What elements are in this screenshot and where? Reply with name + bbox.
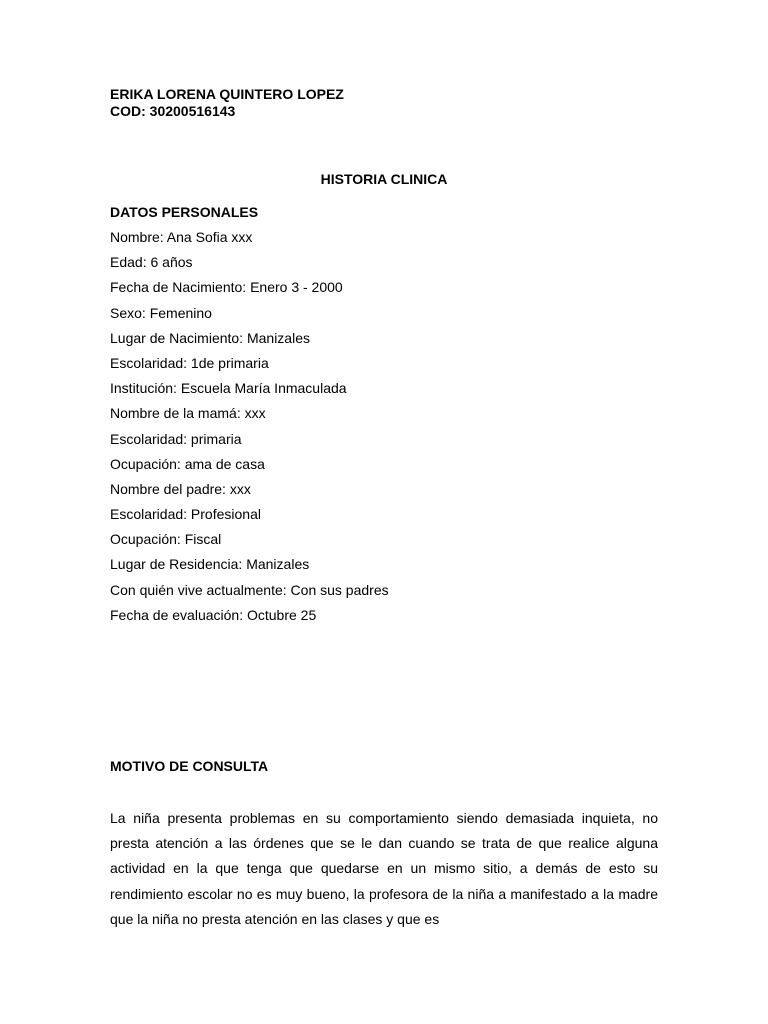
field-father-schooling: Escolaridad: Profesional [110,506,261,523]
field-name: Nombre: Ana Sofia xxx [110,229,253,245]
field-mother-schooling: Escolaridad: primaria [110,430,242,447]
consultation-paragraph: La niña presenta problemas en su comportamiento siendo demasiada inquieta, no presta atención a las órdenes que se le dan cuando se trata de que realice alguna actividad en la que tenga que quedarse en un mismo sitio, a demás de esto su rendimiento escolar no es muy bueno, la profesora de la niña a manifestado a la madre que la niña no presta atención en las clases y que es [110,810,658,927]
section-title-personal-data: DATOS PERSONALES [110,204,259,220]
field-father-name: Nombre del padre: xxx [110,480,251,497]
field-mother-occupation: Ocupación: ama de casa [110,455,265,472]
field-schooling: Escolaridad: 1de primaria [110,354,269,371]
document-title: HISTORIA CLINICA [320,171,448,187]
author-name: ERIKA LORENA QUINTERO LOPEZ [110,86,344,102]
field-father-occupation: Ocupación: Fiscal [110,531,222,548]
personal-data-list [110,228,389,631]
section-title-consultation: MOTIVO DE CONSULTA [110,758,269,774]
field-sex: Sexo: Femenino [110,304,212,321]
field-birth-date: Fecha de Nacimiento: Enero 3 - 2000 [110,279,343,296]
field-birth-place: Lugar de Nacimiento: Manizales [110,329,310,346]
field-residence: Lugar de Residencia: Manizales [110,556,310,573]
field-evaluation-date: Fecha de evaluación: Octubre 25 [110,606,317,623]
field-institution: Institución: Escuela María Inmaculada [110,380,347,397]
field-mother-name: Nombre de la mamá: xxx [110,405,266,422]
student-code: COD: 30200516143 [110,103,236,119]
field-lives-with: Con quién vive actualmente: Con sus padres [110,581,389,598]
document-header [110,86,344,120]
field-age: Edad: 6 años [110,254,193,271]
